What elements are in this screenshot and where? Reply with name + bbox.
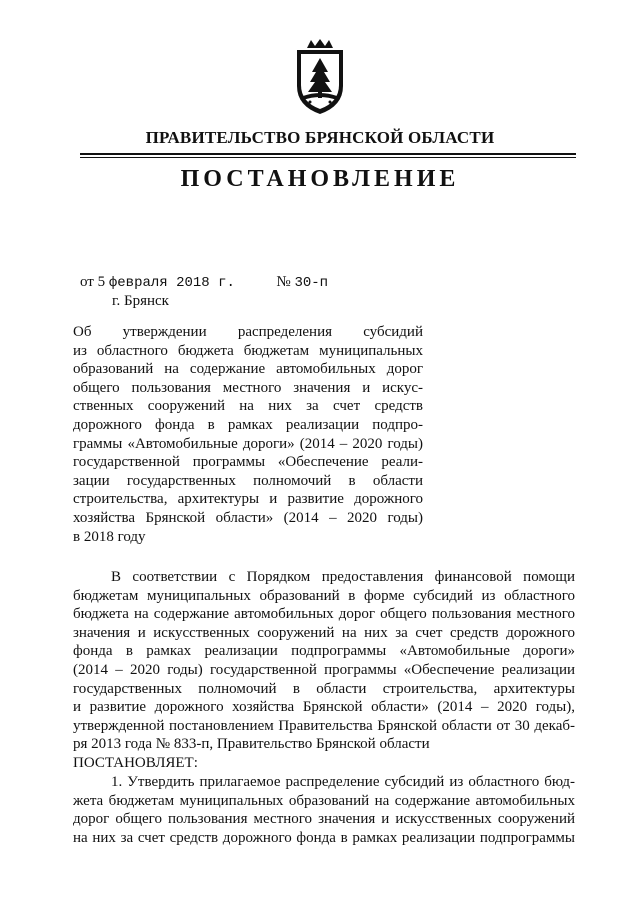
subject-line: ственных сооружений на них за счет средств bbox=[73, 398, 423, 415]
city: г. Брянск bbox=[112, 293, 169, 309]
date-value: февраля 2018 г. bbox=[108, 275, 235, 291]
preamble-line: значения и искусственных сооружений на них за счет средств дорожного bbox=[73, 624, 575, 641]
preamble-line: бюджетам муниципальных образований в форме субсидий из областного bbox=[73, 587, 575, 604]
preamble-line: и развитие дорожного хозяйства Брянской области» (2014 – 2020 годы), bbox=[73, 699, 575, 716]
subject-line: хозяйства Брянской области» (2014 – 2020 годы) bbox=[73, 509, 423, 526]
item-1-paragraph bbox=[73, 773, 575, 847]
subject-line: Об утверждении распределения субсидий bbox=[73, 324, 423, 340]
subject-line: строительства, архитектуры и развитие дорожного bbox=[73, 491, 423, 508]
subject-line: зации государственных полномочий в области bbox=[73, 472, 423, 489]
date-and-number bbox=[80, 274, 328, 291]
preamble-line: (2014 – 2020 годы) государственной программы «Обеспечение реализации bbox=[73, 661, 575, 678]
number-value: 30-п bbox=[294, 275, 329, 291]
number-label: № bbox=[276, 274, 295, 290]
header-rule-thin bbox=[80, 157, 576, 158]
subject-line: граммы «Автомобильные дороги» (2014 – 2020 годы) bbox=[73, 435, 423, 452]
item-line: на них за счет средств дорожного фонда в рамках реализации подпрограммы bbox=[73, 829, 575, 846]
item-line: жета бюджетам муниципальных образований на содержание автомобильных bbox=[73, 792, 575, 809]
subject-line: общего пользования местного значения и искус- bbox=[73, 379, 423, 396]
subject-line: дорожного фонда в рамках реализации подпро- bbox=[73, 416, 423, 433]
preamble-paragraph bbox=[73, 568, 575, 773]
document-type-title: ПОСТАНОВЛЕНИЕ bbox=[180, 166, 460, 192]
preamble-line: утвержденной постановлением Правительства Брянской области от 30 декаб- bbox=[73, 717, 575, 734]
subject-line: в 2018 году bbox=[73, 528, 146, 545]
preamble-line: В соответствии с Порядком предоставления финансовой помощи bbox=[111, 569, 575, 585]
subject-line: государственной программы «Обеспечение реали- bbox=[73, 454, 423, 471]
subject-line: из областного бюджета бюджетам муниципальных bbox=[73, 342, 423, 359]
preamble-line: фонда в рамках реализации подпрограммы «Автомобильные дороги» bbox=[73, 643, 575, 660]
date-prefix: от 5 bbox=[80, 274, 109, 290]
header-rule-thick bbox=[80, 153, 576, 155]
government-name: ПРАВИТЕЛЬСТВО БРЯНСКОЙ ОБЛАСТИ bbox=[145, 128, 495, 147]
item-line: дорог общего пользования местного значения и искусственных сооружений bbox=[73, 811, 575, 828]
subject-block bbox=[73, 323, 423, 546]
subject-line: образований на содержание автомобильных дорог bbox=[73, 361, 423, 378]
preamble-line: бюджета на содержание автомобильных дорог общего пользования местного bbox=[73, 606, 575, 623]
preamble-line: ря 2013 года № 833-п, Правительство Брянской области bbox=[73, 736, 430, 753]
preamble-line: государственных полномочий в области строительства, архитектуры bbox=[73, 680, 575, 697]
resolves-word: ПОСТАНОВЛЯЕТ: bbox=[73, 754, 198, 771]
item-line: 1. Утвердить прилагаемое распределение субсидий из областного бюд- bbox=[111, 774, 575, 790]
coat-of-arms-emblem bbox=[289, 38, 351, 116]
